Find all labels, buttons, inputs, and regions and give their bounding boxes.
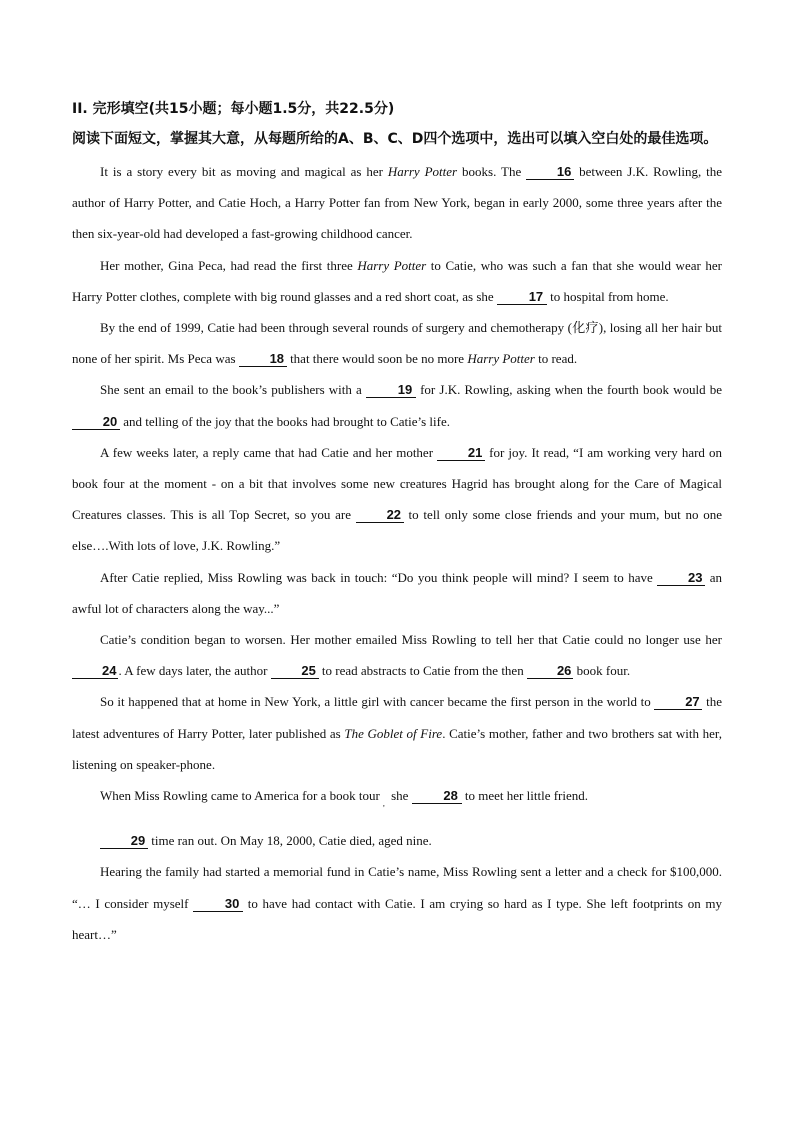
text: to tell only some close friends and your mum, but no one else….With lots of love, J.K. Rowling.”: [72, 507, 722, 554]
text: to Catie, who was such a fan that she would wear her Harry Potter clothes, complete with big round glasses and a red short coat, as she: [72, 257, 722, 304]
text: books. The: [457, 164, 527, 179]
blank-30[interactable]: 30: [193, 897, 243, 912]
text: an awful lot of characters along the way...”: [72, 569, 722, 616]
blank-24[interactable]: 24: [72, 664, 118, 679]
blank-21[interactable]: 21: [437, 446, 485, 461]
text: book four.: [573, 663, 631, 679]
text: to meet her little friend.: [461, 788, 588, 804]
text: for J.K. Rowling, asking when the fourth book would be: [415, 382, 722, 398]
blank-16[interactable]: 16: [526, 165, 574, 180]
text: . A few days later, the author: [118, 663, 271, 679]
book-title-italic: Harry Potter: [387, 164, 458, 179]
stray-comma-mark: ,: [382, 799, 385, 809]
text: A few weeks later, a reply came that had Catie and her mother: [100, 444, 438, 460]
paragraph-11: [72, 856, 722, 950]
text: By the end of 1999, Catie had been through several rounds of surgery and chemotherapy (化疗), losing all her hair but none of her spirit. Ms Peca was: [72, 320, 722, 367]
blank-19[interactable]: 19: [366, 383, 416, 398]
blank-26[interactable]: 26: [527, 664, 573, 679]
blank-28[interactable]: 28: [412, 789, 462, 804]
text: So it happened that at home in New York, a little girl with cancer became the first person in the world to: [100, 694, 655, 710]
text: for joy. It read, “I am working very hard on book four at the moment - on a bit that involves some new creatures Hagrid has brought along for the Care of Magical Creatures classes. This is all Top Secret, so you are: [72, 444, 722, 523]
text: to read abstracts to Catie from the then: [318, 663, 527, 679]
paragraph-5: [72, 437, 722, 562]
text: Hearing the family had started a memorial fund in Catie’s name, Miss Rowling sent a letter and a check for $100,000. “… I consider myself: [72, 864, 722, 911]
text: and telling of the joy that the books had brought to Catie’s life.: [120, 413, 450, 429]
text: she: [387, 788, 412, 804]
text: . Catie’s mother, father and two brothers sat with her, listening on speaker-phone.: [72, 725, 722, 772]
text: to hospital from home.: [546, 288, 669, 304]
blank-22[interactable]: 22: [356, 508, 404, 523]
section-title: II. 完形填空(共15小题；每小题1.5分，共22.5分): [72, 101, 395, 117]
text: She sent an email to the book’s publishers with a: [100, 382, 366, 398]
paragraph-9: [72, 780, 722, 819]
text: to have had contact with Catie. I am crying so hard as I type. She left footprints on my heart…”: [72, 895, 722, 942]
book-title-italic: The Goblet of Fire: [344, 725, 443, 741]
text: When Miss Rowling came to America for a book tour: [100, 788, 380, 804]
document-page: [72, 94, 722, 950]
paragraph-10: [72, 825, 722, 856]
text: the latest adventures of Harry Potter, later published as: [72, 694, 722, 741]
blank-23[interactable]: 23: [657, 571, 705, 586]
blank-25[interactable]: 25: [271, 664, 319, 679]
text: Her mother, Gina Peca, had read the first three: [100, 257, 358, 273]
section-instruction: 阅读下面短文，掌握其大意，从每题所给的A、B、C、D四个选项中，选出可以填入空白处的最佳选项。: [72, 131, 718, 147]
text: Catie’s condition began to worsen. Her mother emailed Miss Rowling to tell her that Catie could no longer use her: [100, 632, 722, 648]
text: After Catie replied, Miss Rowling was back in touch: “Do you think people will mind? I seem to have: [100, 569, 658, 585]
blank-20[interactable]: 20: [72, 415, 120, 430]
text: between J.K. Rowling, the author of Harry Potter, and Catie Hoch, a Harry Potter fan from New York, began in early 2000, some three years after the then six-year-old had developed a fast-growing childhood cancer.: [72, 164, 723, 242]
text: that there would soon be no more: [286, 351, 468, 367]
book-title-italic: Harry Potter: [467, 351, 535, 367]
blank-29[interactable]: 29: [100, 834, 148, 849]
paragraph-2: [72, 250, 722, 312]
paragraph-7: [72, 624, 722, 686]
book-title-italic: Harry Potter: [357, 257, 427, 273]
blank-17[interactable]: 17: [497, 290, 547, 305]
paragraph-1: [72, 156, 722, 250]
text: It is a story every bit as moving and magical as her: [100, 164, 388, 179]
blank-18[interactable]: 18: [239, 352, 287, 367]
paragraph-3: [72, 312, 722, 374]
paragraph-8: [72, 686, 722, 780]
paragraph-4: [72, 374, 722, 436]
text: time ran out. On May 18, 2000, Catie died, aged nine.: [148, 833, 432, 849]
text: to read.: [534, 351, 578, 367]
paragraph-6: [72, 562, 722, 624]
blank-27[interactable]: 27: [654, 695, 702, 710]
